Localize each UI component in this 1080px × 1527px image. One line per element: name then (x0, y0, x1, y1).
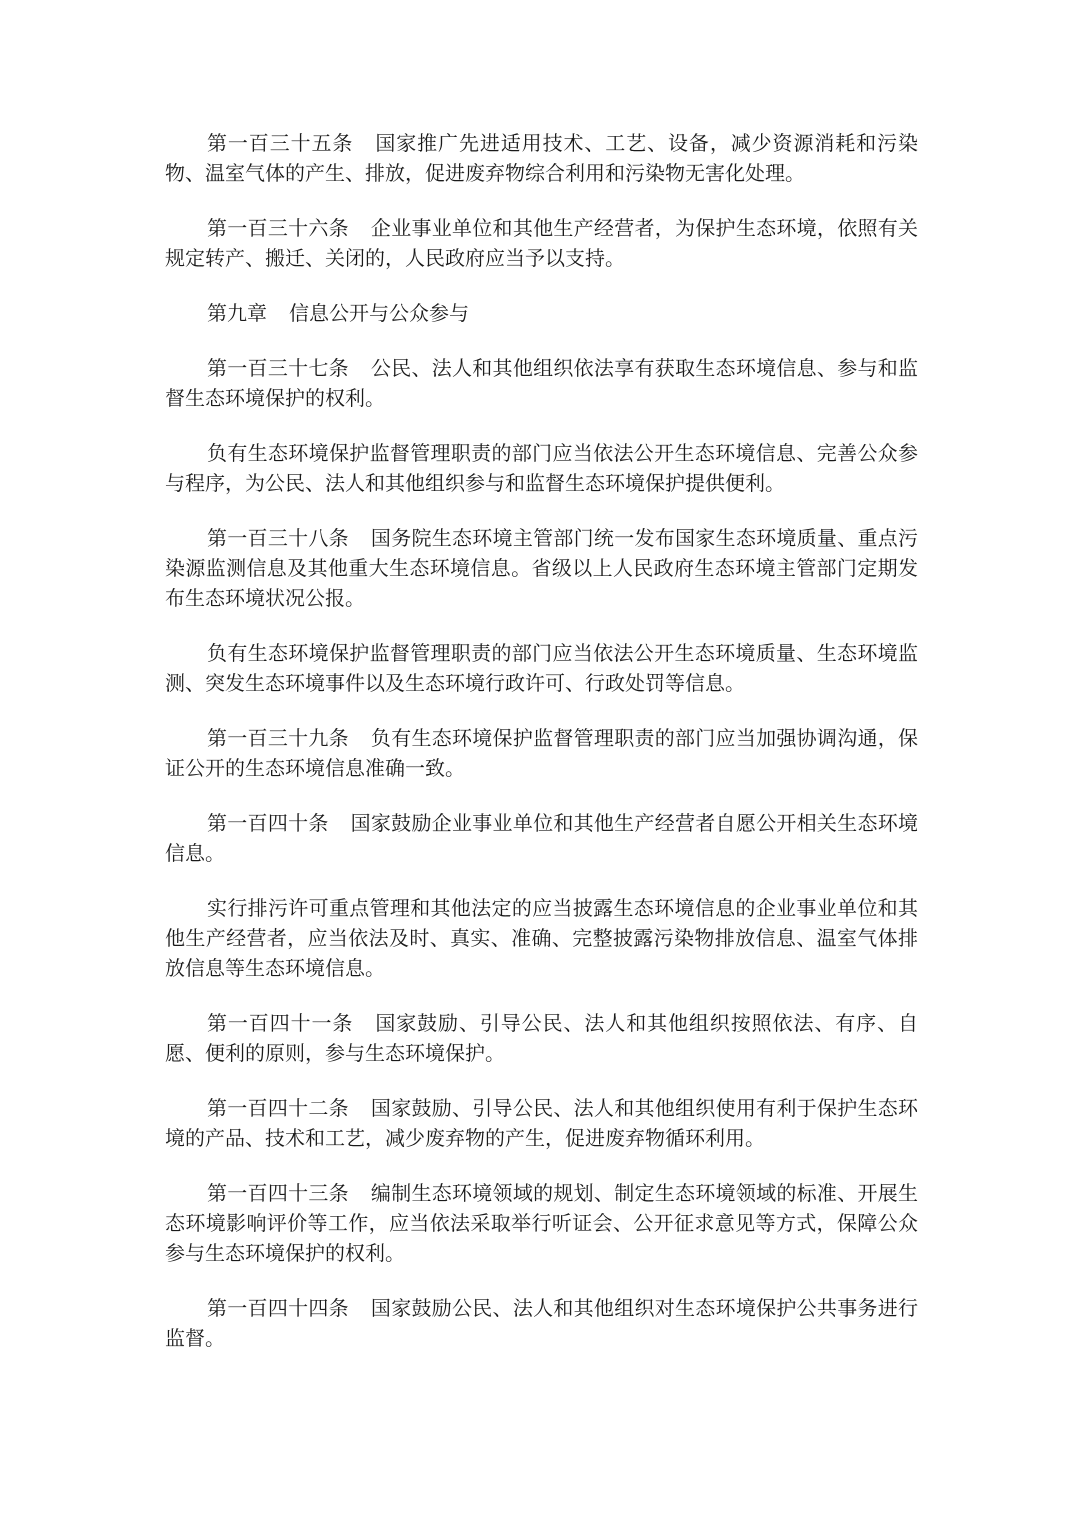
article-number: 第一百三十五条 (207, 131, 354, 155)
article-text: 企业事业单位和其他生产经营者，为保护生态环境，依照有关规定转产、搬迁、关闭的，人民政府应当予以支持。 (165, 216, 919, 270)
article-text: 编制生态环境领域的规划、制定生态环境领域的标准、开展生态环境影响评价等工作，应当依法采取举行听证会、公开征求意见等方式，保障公众参与生态环境保护的权利。 (165, 1181, 919, 1265)
article-number: 第一百三十九条 (207, 726, 349, 750)
paragraph-text: 实行排污许可重点管理和其他法定的应当披露生态环境信息的企业事业单位和其他生产经营者，应当依法及时、真实、准确、完整披露污染物排放信息、温室气体排放信息等生态环境信息。 (165, 896, 918, 980)
chapter-title: 信息公开与公众参与 (289, 301, 469, 325)
article-text: 负有生态环境保护监督管理职责的部门应当加强协调沟通，保证公开的生态环境信息准确一致。 (165, 726, 919, 780)
article-text: 国家鼓励公民、法人和其他组织对生态环境保护公共事务进行监督。 (165, 1296, 919, 1350)
article-136 (165, 213, 918, 273)
article-144 (165, 1293, 918, 1353)
article-number: 第一百四十条 (207, 811, 329, 835)
paragraph-text: 负有生态环境保护监督管理职责的部门应当依法公开生态环境质量、生态环境监测、突发生态环境事件以及生态环境行政许可、行政处罚等信息。 (165, 641, 918, 695)
article-number: 第一百四十三条 (207, 1181, 349, 1205)
article-137 (165, 353, 918, 413)
article-text: 国家鼓励、引导公民、法人和其他组织按照依法、有序、自愿、便利的原则，参与生态环境保护。 (165, 1011, 918, 1065)
article-number: 第一百四十二条 (207, 1096, 349, 1120)
article-140-paragraph-2 (165, 893, 918, 983)
article-number: 第一百三十七条 (207, 356, 349, 380)
article-140 (165, 808, 918, 868)
article-142 (165, 1093, 918, 1153)
article-text: 公民、法人和其他组织依法享有获取生态环境信息、参与和监督生态环境保护的权利。 (165, 356, 919, 410)
article-number: 第一百四十一条 (207, 1011, 354, 1035)
article-text: 国家鼓励、引导公民、法人和其他组织使用有利于保护生态环境的产品、技术和工艺，减少废弃物的产生，促进废弃物循环利用。 (165, 1096, 919, 1150)
document-body (165, 128, 918, 1378)
article-143 (165, 1178, 918, 1268)
chapter-heading (165, 298, 918, 328)
paragraph-text: 负有生态环境保护监督管理职责的部门应当依法公开生态环境信息、完善公众参与程序，为公民、法人和其他组织参与和监督生态环境保护提供便利。 (165, 441, 918, 495)
article-number: 第一百三十八条 (207, 526, 349, 550)
article-135 (165, 128, 918, 188)
article-text: 国家推广先进适用技术、工艺、设备，减少资源消耗和污染物、温室气体的产生、排放，促进废弃物综合利用和污染物无害化处理。 (165, 131, 918, 185)
article-138-paragraph-2 (165, 638, 918, 698)
article-138 (165, 523, 918, 613)
article-text: 国务院生态环境主管部门统一发布国家生态环境质量、重点污染源监测信息及其他重大生态环境信息。省级以上人民政府生态环境主管部门定期发布生态环境状况公报。 (165, 526, 919, 610)
chapter-number: 第九章 (207, 301, 267, 325)
article-text: 国家鼓励企业事业单位和其他生产经营者自愿公开相关生态环境信息。 (165, 811, 919, 865)
article-139 (165, 723, 918, 783)
article-141 (165, 1008, 918, 1068)
article-number: 第一百三十六条 (207, 216, 349, 240)
article-137-paragraph-2 (165, 438, 918, 498)
article-number: 第一百四十四条 (207, 1296, 349, 1320)
